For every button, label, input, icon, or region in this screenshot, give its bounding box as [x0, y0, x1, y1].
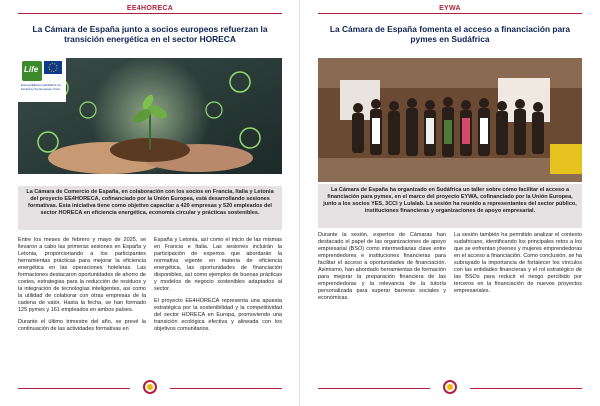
eu-flag-icon	[44, 61, 62, 74]
header-divider	[18, 13, 282, 14]
right-page	[300, 0, 600, 406]
lead-paragraph: La Cámara de Comercio de España, en colaboración con los socios en Francia, Italia y Letonia del proyecto EE4HORECA, cofinanciado por la Unión Europea, está desarrollando sesiones formativas. Esta iniciativa tiene como objetivo capacitar a 420 empresas y 520 empleados del sector HORECA en eficiencia energética, economía circular y prácticas sostenibles.	[18, 186, 282, 230]
article-title: La Cámara de España fomenta el acceso a financiación para pymes en Sudáfrica	[329, 24, 571, 44]
article-title: La Cámara de España junto a socios europeos refuerzan la transición energética en el sector HORECA	[32, 24, 268, 44]
paragraph: Durante el último trimestre del año, se prevé la continuación de las actividades formativas en	[18, 319, 146, 332]
group-photo	[318, 58, 582, 182]
footer-divider-right	[470, 388, 582, 389]
header-divider	[318, 13, 582, 14]
footer-divider-left	[318, 388, 430, 389]
hands-plant-image	[18, 58, 282, 174]
life-logo	[22, 61, 42, 81]
body-column-2	[154, 237, 282, 338]
footer-divider-right	[170, 388, 282, 389]
section-tag: EYWA	[439, 5, 461, 12]
life-logo-text: Life	[24, 65, 39, 74]
camara-logo-icon	[443, 380, 457, 394]
section-tag: EE4HORECA	[126, 5, 174, 12]
camara-logo-icon	[143, 380, 157, 394]
paragraph: Entre los meses de febrero y mayo de 2025, se llevaron a cabo las primeras sesiones en España y Letonia, proporcionando a los participantes herramientas prácticas para mejorar la eficiencia energética en las operaciones hoteleras. Las formaciones destacaron oportunidades de ahorro de costes, estrategias para la reducción de residuos y la integración de tecnologías inteligentes, así como la utilidad de colaborar con otras empresas de la cadena de valor. Hasta la fecha, se han formado 125 pymes y 161 empleados en ambos países.	[18, 237, 146, 313]
article-photo	[18, 58, 282, 174]
paragraph: España y Letonia, así como el inicio de las mismas en Francia e Italia. Las sesiones incluirán la participación de expertos que abordarán la normativa vigente en materia de eficiencia energética, las oportunidades de financiación disponibles, así como ejemplos de buenas prácticas y modelos de negocio sostenibles adaptados al sector.	[154, 237, 282, 292]
body-column-2	[454, 232, 582, 300]
paragraph: La sesión también ha permitido analizar el contexto sudafricano, identificando los principales retos a los que se enfrentan jóvenes y mujeres emprendedoras en el acceso a financiación. Como conclusión, se ha subrayado la importancia de fortalecer los vínculos con las entidades financieras y el rol estratégico de las BSOs para reducir el riesgo percibido por terceros en la financiación de nuevos proyectos empresariales.	[454, 232, 582, 294]
body-column-1	[318, 232, 446, 307]
paragraph: El proyecto EE4HORECA representa una apuesta estratégica por la sostenibilidad y la competitividad del sector HORECA en Europa, promoviendo una transición ecológica efectiva y alineada con los objetivos comunitarios.	[154, 298, 282, 332]
paragraph: Durante la sesión, expertos de Cámaras han destacado el papel de las organizaciones de apoyo empresarial (BSO) como intermediarias clave entre emprendedores e instituciones financieras para facilitar el acceso a oportunidades de financiación. Asimismo, han abordado herramientas de formación para mejorar la preparación financiera de las emprendedoras y la relevancia de la tutoría personalizada para superar barreras sociales y económicas.	[318, 232, 446, 301]
group-photo-image	[318, 58, 582, 182]
lead-paragraph: La Cámara de España ha organizado en Sudáfrica un taller sobre cómo facilitar el acceso a financiación para pymes, en el marco del proyecto EYWA, cofinanciado por la Unión Europea, junto a los socios YES, 3CCI y Lulalab. La sesión ha reunido a representantes del sector público, instituciones financieras y organizaciones de apoyo empresarial.	[318, 184, 582, 228]
body-column-1	[18, 237, 146, 338]
logo-caption: Energy4EfficiencyHORECA Co-funded by the European Union	[21, 83, 62, 91]
footer-divider-left	[18, 388, 130, 389]
